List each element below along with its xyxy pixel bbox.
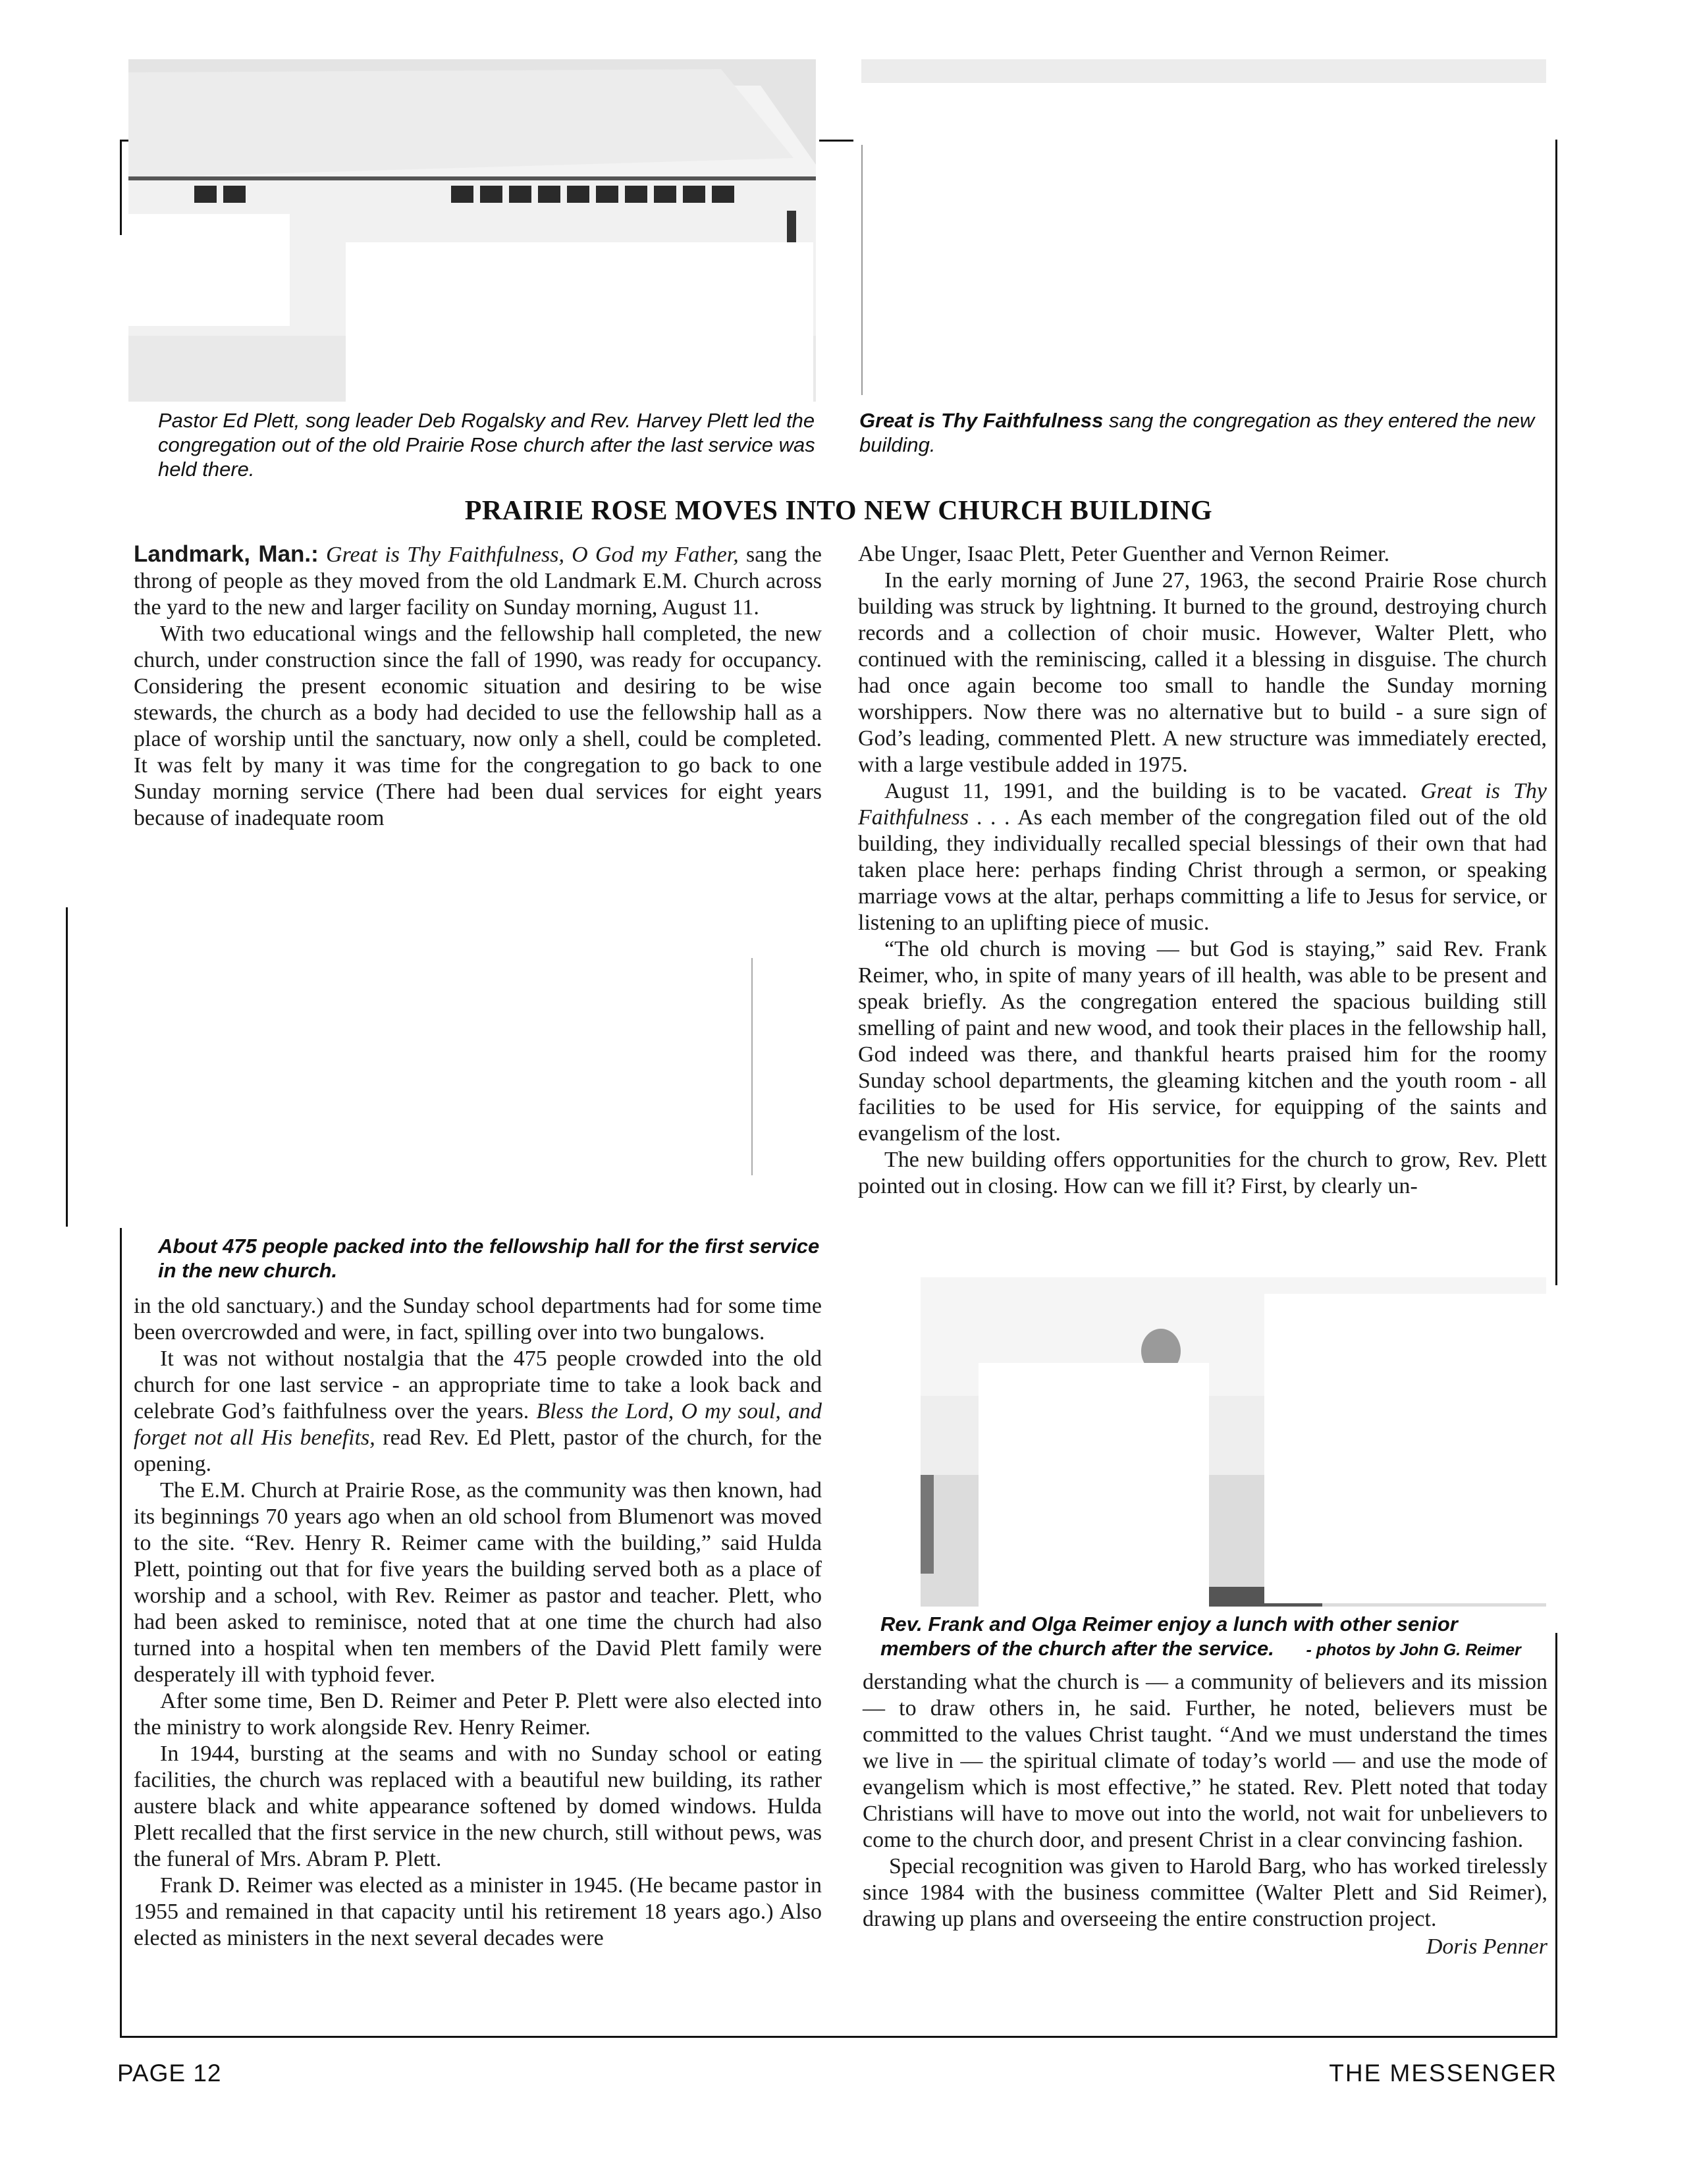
frame-top-rule-mid — [819, 140, 853, 142]
photo-redaction-right — [1264, 1294, 1546, 1603]
photo-right-edge — [751, 958, 753, 1175]
paragraph: After some time, Ben D. Reimer and Peter P. Plett were also elected into the ministry to work alongside Rev. Henry Reimer. — [134, 1689, 822, 1740]
paragraph: In the early morning of June 27, 1963, the second Prairie Rose church building was struck by lightning. It burned to the ground, destroying church records and a collection of choir music. However, Walter Plett, who continued with the reminiscing, called it a blessing in disguise. The church had once again become too small to handle the Sunday morning worshippers. Now there was no alternative but to build - a sure sign of God’s leading, commented Plett. A new structure was immediately erected, with a large vestibule added in 1975. — [858, 568, 1547, 777]
frame-left-rule-bottom — [120, 1227, 122, 2037]
caption-top-right — [859, 408, 1551, 457]
paragraph: In 1944, bursting at the seams and with no Sunday school or eating facilities, the church was replaced with a beautiful new building, its rather austere black and white appearance softened by domed windows. Hulda Plett recalled that the first service in the new church, still without pews, was the funeral of Mrs. Abram P. Plett. — [134, 1742, 822, 1871]
paragraph-text: read Rev. Ed Plett, pastor of the church, for the opening. — [134, 1425, 822, 1476]
paragraph: derstanding what the church is — a community of believers and its mission — to draw others in, he said. Further, he noted, believers must be committed to the values Christ taught. “And we must understand the times we live in — the spiritual climate of today’s world — and use the mode of evangelism which is most effective,” he stated. Rev. Plett noted that today Christians will have to move out into the world, not wait for unbelievers to come to the church door, and present Christ in a clear convincing fashion. — [863, 1670, 1547, 1852]
caption-top-right-hymn: Great is Thy Faithfulness — [859, 409, 1104, 432]
frame-right-rule-top — [1555, 140, 1557, 1285]
caption-reimer-lunch — [880, 1612, 1552, 1663]
byline: Doris Penner — [1426, 1934, 1547, 1959]
dateline: Landmark, Man.: — [134, 541, 319, 567]
frame-left-rule-top — [120, 140, 122, 235]
caption-fellowship-hall: About 475 people packed into the fellowship hall for the first service in the new church. — [158, 1235, 820, 1282]
left-column-top — [134, 541, 822, 832]
paragraph: Abe Unger, Isaac Plett, Peter Guenther and Vernon Reimer. — [858, 542, 1390, 566]
paragraph — [134, 1346, 822, 1478]
photo-reimer-lunch — [921, 1277, 1546, 1607]
photo-old-church — [128, 59, 816, 402]
photo-redaction-left — [128, 214, 290, 326]
left-column-bottom — [134, 1293, 822, 1952]
scripture-quote: Bless the Lord, O my soul, and forget not all His benefits, — [134, 1399, 822, 1450]
paragraph: Frank D. Reimer was elected as a minister in 1945. (He became pastor in 1955 and remained in that capacity until his retirement 18 years ago.) Also elected as ministers in the next several decades were — [134, 1873, 822, 1950]
photo-redaction-left — [979, 1363, 1209, 1607]
hymn-quote: Great is Thy Faithfulness . . . — [858, 779, 1547, 830]
caption-text: Rev. Frank and Olga Reimer enjoy a lunch with other senior members of the church after the service. — [880, 1612, 1458, 1660]
photo-left-edge — [861, 145, 863, 395]
paragraph — [858, 778, 1547, 936]
paragraph: The E.M. Church at Prairie Rose, as the community was then known, had its beginnings 70 years ago when an old school from Blumenort was moved to the site. “Rev. Henry R. Reimer came with the building,” said Hulda Plett, pointing out that for five years the building served both as a place of worship and a school, with Rev. Reimer as pastor and teacher. Plett, who had been asked to reminisce, noted that at one time the church had also turned into a hospital when ten members of the David Plett family were desperately ill with typhoid fever. — [134, 1478, 822, 1687]
photo-new-building — [861, 59, 1546, 402]
footer-page-number: PAGE 12 — [117, 2060, 222, 2087]
paragraph-text: As each member of the congregation filed out of the old building, they individually recalled special blessings of their own that had taken place here: perhaps finding Christ through a sermon, or speaking marriage vows at the altar, perhaps committing a life to Jesus for service, or listening to an uplifting piece of music. — [858, 805, 1547, 935]
footer-publication: THE MESSENGER — [1329, 2060, 1557, 2087]
paragraph: Special recognition was given to Harold Barg, who has worked tirelessly since 1984 with the business committee (Walter Plett and Sid Reimer), drawing up plans and overseeing the entire construction project. — [863, 1854, 1547, 1931]
paragraph-text: sang the throng of people as they moved from the old Landmark E.M. Church across the yard to the new and larger facility on Sunday morning, August 11. — [134, 543, 822, 620]
paragraph: in the old sanctuary.) and the Sunday school departments had for some time been overcrowded and were, in fact, spilling over into two bungalows. — [134, 1294, 822, 1345]
photo-credit: - photos by John G. Reimer — [1306, 1641, 1521, 1659]
caption-top-left: Pastor Ed Plett, song leader Deb Rogalsky and Rev. Harvey Plett led the congregation out of the old Prairie Rose church after the last service was held there. — [158, 409, 815, 481]
hymn-quote: Great is Thy Faithfulness, O God my Father, — [326, 543, 739, 567]
caption-top-right-text: sang the congregation as they entered the new building. — [859, 409, 1535, 456]
right-column-top — [858, 541, 1547, 1200]
paragraph: “The old church is moving — but God is staying,” said Rev. Frank Reimer, who, in spite of many years of ill health, was able to be present and speak briefly. As the congregation entered the spacious building still smelling of paint and new wood, and took their places in the fellowship hall, God indeed was there, and thankful hearts praised him for the roomy Sunday school departments, the gleaming kitchen and the youth room - all facilities to be used for His service, for equipping of the saints and evangelism of the lost. — [858, 937, 1547, 1146]
paragraph — [134, 541, 822, 621]
frame-right-rule-bottom — [1555, 1633, 1557, 2037]
right-column-bottom — [863, 1669, 1547, 1960]
paragraph: With two educational wings and the fellowship hall completed, the new church, under construction since the fall of 1990, was ready for occupancy. Considering the present economic situation and desiring to be wise stewards, the church as a body had decided to use the fellowship hall as a place of worship until the sanctuary, now only a shell, could be completed. It was felt by many it was time for the congregation to go back to one Sunday morning service (There had been dual services for eight years because of inadequate room — [134, 622, 822, 830]
photo-redaction-right — [346, 242, 813, 402]
paragraph: The new building offers opportunities for the church to grow, Rev. Plett pointed out in closing. How can we fill it? First, by clearly un- — [858, 1148, 1547, 1198]
paragraph-text: August 11, 1991, and the building is to be vacated. — [884, 779, 1421, 803]
paragraph-text: It was not without nostalgia that the 475 people crowded into the old church for one last service - an appropriate time to take a look back and celebrate God’s faithfulness over the years. — [134, 1346, 822, 1424]
photo-fellowship-hall — [68, 905, 754, 1228]
article-headline: PRAIRIE ROSE MOVES INTO NEW CHURCH BUILDING — [464, 496, 1213, 526]
frame-bottom-rule — [120, 2036, 1557, 2038]
photo-top-strip — [861, 59, 1546, 83]
